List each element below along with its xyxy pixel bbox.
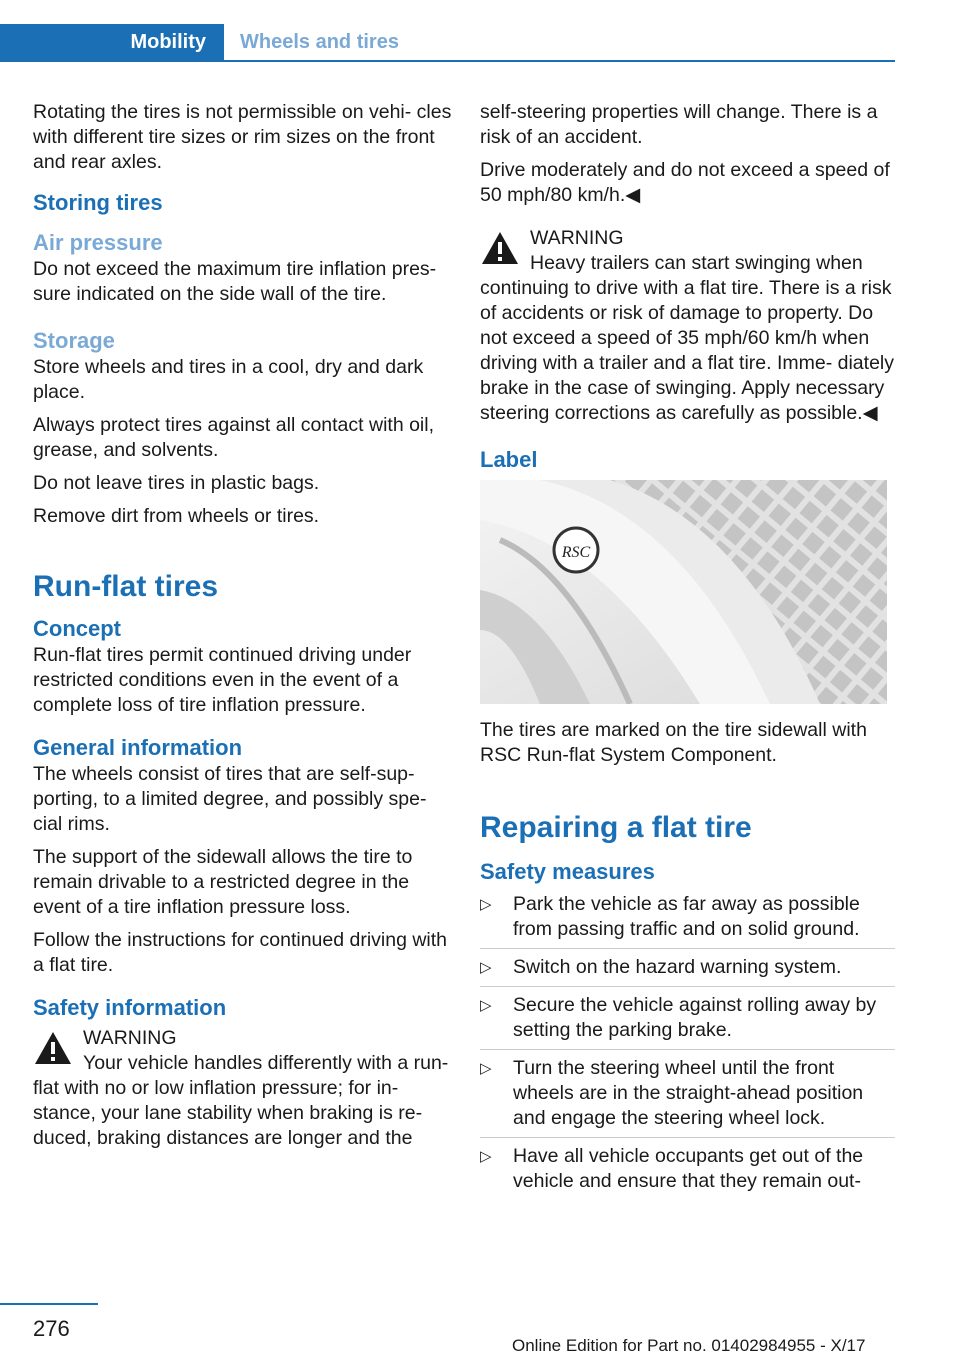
warning-block-trailer — [480, 226, 895, 426]
storage-text-1: Store wheels and tires in a cool, dry and dark place. — [33, 356, 424, 403]
warning-label: WARNING — [530, 227, 624, 249]
section-tab-mobility[interactable] — [0, 24, 224, 60]
edition-note: Online Edition for Part no. 01402984955 - X/17 — [512, 1336, 866, 1355]
run-flat-heading: Run-flat tires — [33, 570, 219, 603]
warning-label: WARNING — [83, 1027, 177, 1049]
warning-icon — [33, 1030, 73, 1066]
section-tab-label: Mobility — [130, 30, 206, 53]
rotation-note: Rotating the tires is not permissible on vehi‐ cles with different tire sizes or rim sizes on the front and rear axles. — [33, 101, 452, 173]
general-text-2: The support of the sidewall allows the tire to remain drivable to a restricted degree in the event of a tire inflation pressure loss. — [33, 846, 413, 918]
footer-divider — [0, 1303, 98, 1305]
warning-continued-text: self-steering properties will change. There is a risk of an accident. — [480, 101, 878, 148]
speed-limit-text: Drive moderately and do not exceed a speed of 50 mph/80 km/h.◀ — [480, 159, 890, 206]
safety-measures-list — [480, 892, 895, 1194]
list-divider — [480, 1137, 895, 1138]
general-text-3: Follow the instructions for continued driving with a flat tire. — [33, 929, 448, 976]
list-divider — [480, 1049, 895, 1050]
list-item: ▷ Turn the steering wheel until the front wheels are in the straight-ahead position and engage the steering wheel lock. — [480, 1057, 864, 1129]
chapter-tab-label: Wheels and tires — [240, 31, 399, 53]
list-item: ▷ Secure the vehicle against rolling away by setting the parking brake. — [480, 994, 877, 1041]
header-divider — [0, 60, 895, 62]
safety-measures-heading: Safety measures — [480, 859, 655, 884]
bullet-arrow-icon: ▷ — [480, 896, 492, 913]
label-heading: Label — [480, 447, 538, 472]
safety-information-heading: Safety information — [33, 995, 227, 1020]
bullet-arrow-icon: ▷ — [480, 959, 492, 976]
air-pressure-heading: Air pressure — [33, 230, 163, 255]
right-column — [480, 100, 895, 1200]
page-header — [0, 0, 895, 62]
list-item: ▷ Switch on the hazard warning system. — [480, 956, 842, 978]
storage-text-3: Do not leave tires in plastic bags. — [33, 472, 320, 494]
bullet-arrow-icon: ▷ — [480, 1060, 492, 1077]
rsc-logo: RSC — [561, 544, 591, 561]
air-pressure-text: Do not exceed the maximum tire inflation pres‐ sure indicated on the side wall of the tire. — [33, 258, 437, 305]
repairing-flat-tire-heading: Repairing a flat tire — [480, 811, 752, 844]
list-item: ▷ Park the vehicle as far away as possible from passing traffic and on solid ground. — [480, 893, 860, 940]
list-divider — [480, 948, 895, 949]
label-text: The tires are marked on the tire sidewall with RSC Run-flat System Component. — [480, 719, 867, 766]
list-item: ▷ Have all vehicle occupants get out of the vehicle and ensure that they remain out‐ — [480, 1145, 864, 1192]
left-column — [33, 100, 453, 1151]
warning-block-runflat — [33, 1026, 453, 1151]
general-text-1: The wheels consist of tires that are self-sup‐ porting, to a limited degree, and possibly spe‐ cial rims. — [33, 763, 427, 835]
bullet-arrow-icon: ▷ — [480, 1148, 492, 1165]
list-divider — [480, 986, 895, 987]
warning-text: Your vehicle handles differently with a run-flat with no or low inflation pressure; for in‐ stance, your lane stability when braking is re‐ duced, braking distances are longer and the — [33, 1052, 449, 1149]
concept-text: Run-flat tires permit continued driving under restricted conditions even in the event of a complete loss of tire inflation pressure. — [33, 644, 412, 716]
storing-tires-heading: Storing tires — [33, 190, 163, 215]
tire-sidewall-image — [480, 480, 887, 704]
warning-icon — [480, 230, 520, 266]
concept-heading: Concept — [33, 616, 121, 641]
warning-text: Heavy trailers can start swinging when continuing to drive with a flat tire. There is a risk of accidents or risk of damage to property. Do not exceed a speed of 35 mph/60 km/h when driving with a trailer and a flat tire. Imme‐ diately brake in the case of swinging. Apply necessary steering corrections as carefully as possible.◀ — [480, 252, 894, 424]
general-information-heading: General information — [33, 735, 243, 760]
chapter-tab-wheels-tires[interactable] — [240, 24, 399, 60]
storage-text-2: Always protect tires against all contact with oil, grease, and solvents. — [33, 414, 435, 461]
page-number: 276 — [33, 1316, 70, 1341]
storage-heading: Storage — [33, 328, 115, 353]
bullet-arrow-icon: ▷ — [480, 997, 492, 1014]
storage-text-4: Remove dirt from wheels or tires. — [33, 505, 320, 527]
